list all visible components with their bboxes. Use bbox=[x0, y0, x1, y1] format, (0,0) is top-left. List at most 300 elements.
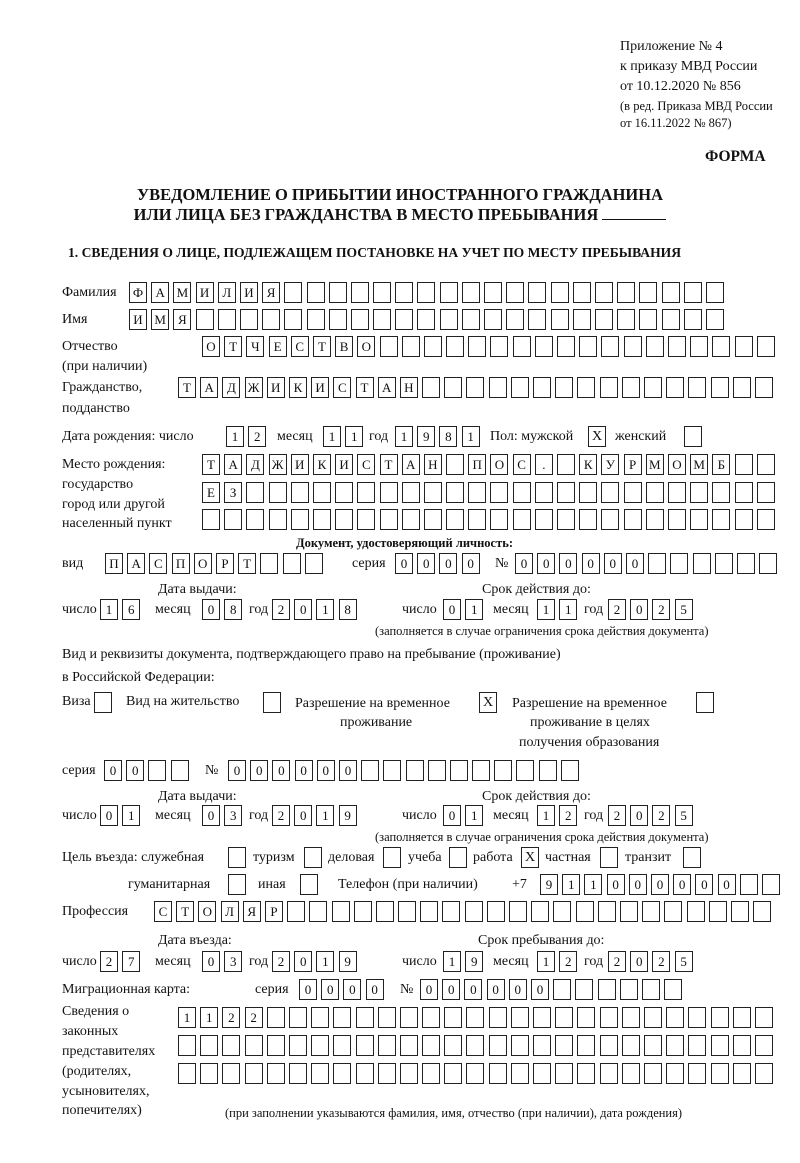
char-cell[interactable] bbox=[424, 509, 442, 530]
char-cell[interactable] bbox=[511, 1063, 529, 1084]
char-cell[interactable]: М bbox=[646, 454, 664, 475]
char-cell[interactable]: 1 bbox=[584, 874, 602, 895]
char-cell[interactable] bbox=[759, 553, 777, 574]
char-cell[interactable] bbox=[200, 1035, 218, 1056]
char-cell[interactable]: 1 bbox=[443, 951, 461, 972]
char-cell[interactable]: 1 bbox=[537, 951, 555, 972]
char-cell[interactable]: 0 bbox=[104, 760, 122, 781]
char-cell[interactable] bbox=[378, 1007, 396, 1028]
char-cell[interactable] bbox=[373, 282, 391, 303]
char-cell[interactable] bbox=[644, 1035, 662, 1056]
char-cell[interactable] bbox=[490, 336, 508, 357]
char-cell[interactable]: 8 bbox=[439, 426, 457, 447]
char-cell[interactable] bbox=[309, 901, 327, 922]
char-cell[interactable]: 3 bbox=[224, 951, 242, 972]
char-cell[interactable] bbox=[622, 377, 640, 398]
char-cell[interactable] bbox=[289, 1063, 307, 1084]
char-cell[interactable] bbox=[420, 901, 438, 922]
char-cell[interactable]: 0 bbox=[202, 951, 220, 972]
char-cell[interactable] bbox=[329, 309, 347, 330]
char-cell[interactable] bbox=[356, 1007, 374, 1028]
char-cell[interactable]: П bbox=[172, 553, 190, 574]
char-cell[interactable] bbox=[577, 1035, 595, 1056]
char-cell[interactable]: 0 bbox=[250, 760, 268, 781]
char-cell[interactable] bbox=[284, 309, 302, 330]
visa-checkbox[interactable] bbox=[94, 692, 112, 713]
char-cell[interactable] bbox=[624, 509, 642, 530]
char-cell[interactable]: И bbox=[196, 282, 214, 303]
char-cell[interactable]: 1 bbox=[200, 1007, 218, 1028]
char-cell[interactable] bbox=[557, 482, 575, 503]
char-cell[interactable]: 1 bbox=[462, 426, 480, 447]
char-cell[interactable]: Р bbox=[624, 454, 642, 475]
char-cell[interactable]: 0 bbox=[462, 553, 480, 574]
char-cell[interactable]: Р bbox=[265, 901, 283, 922]
char-cell[interactable]: Т bbox=[356, 377, 374, 398]
char-cell[interactable]: 0 bbox=[395, 553, 413, 574]
char-cell[interactable] bbox=[424, 482, 442, 503]
char-cell[interactable]: 0 bbox=[673, 874, 691, 895]
char-cell[interactable] bbox=[148, 760, 166, 781]
char-cell[interactable] bbox=[535, 509, 553, 530]
char-cell[interactable] bbox=[307, 309, 325, 330]
char-cell[interactable]: О bbox=[194, 553, 212, 574]
char-cell[interactable] bbox=[533, 377, 551, 398]
char-cell[interactable] bbox=[468, 509, 486, 530]
char-cell[interactable]: 1 bbox=[395, 426, 413, 447]
char-cell[interactable] bbox=[466, 377, 484, 398]
char-cell[interactable] bbox=[450, 760, 468, 781]
char-cell[interactable] bbox=[733, 1063, 751, 1084]
char-cell[interactable]: С bbox=[291, 336, 309, 357]
char-cell[interactable] bbox=[639, 309, 657, 330]
char-cell[interactable]: А bbox=[224, 454, 242, 475]
char-cell[interactable]: 0 bbox=[100, 805, 118, 826]
char-cell[interactable] bbox=[690, 336, 708, 357]
char-cell[interactable]: 0 bbox=[443, 599, 461, 620]
char-cell[interactable]: Е bbox=[202, 482, 220, 503]
char-cell[interactable]: 0 bbox=[126, 760, 144, 781]
char-cell[interactable]: 2 bbox=[652, 805, 670, 826]
char-cell[interactable] bbox=[311, 1007, 329, 1028]
char-cell[interactable]: И bbox=[335, 454, 353, 475]
char-cell[interactable] bbox=[733, 1035, 751, 1056]
char-cell[interactable] bbox=[516, 760, 534, 781]
char-cell[interactable]: Ф bbox=[129, 282, 147, 303]
char-cell[interactable]: 0 bbox=[228, 760, 246, 781]
char-cell[interactable]: 0 bbox=[604, 553, 622, 574]
char-cell[interactable] bbox=[465, 901, 483, 922]
char-cell[interactable]: 1 bbox=[562, 874, 580, 895]
char-cell[interactable]: К bbox=[289, 377, 307, 398]
char-cell[interactable]: 0 bbox=[417, 553, 435, 574]
char-cell[interactable]: 0 bbox=[317, 760, 335, 781]
char-cell[interactable] bbox=[291, 482, 309, 503]
purpose-humanitarian-checkbox[interactable] bbox=[228, 874, 246, 895]
char-cell[interactable] bbox=[617, 282, 635, 303]
char-cell[interactable]: 0 bbox=[531, 979, 549, 1000]
char-cell[interactable] bbox=[557, 509, 575, 530]
char-cell[interactable] bbox=[494, 760, 512, 781]
char-cell[interactable] bbox=[598, 901, 616, 922]
char-cell[interactable] bbox=[400, 1035, 418, 1056]
char-cell[interactable]: Ч bbox=[246, 336, 264, 357]
char-cell[interactable]: 2 bbox=[272, 951, 290, 972]
char-cell[interactable] bbox=[395, 282, 413, 303]
char-cell[interactable] bbox=[555, 1035, 573, 1056]
char-cell[interactable] bbox=[553, 901, 571, 922]
char-cell[interactable] bbox=[579, 509, 597, 530]
char-cell[interactable] bbox=[666, 1063, 684, 1084]
char-cell[interactable]: Я bbox=[262, 282, 280, 303]
char-cell[interactable] bbox=[688, 1035, 706, 1056]
char-cell[interactable] bbox=[624, 482, 642, 503]
char-cell[interactable]: 0 bbox=[294, 805, 312, 826]
char-cell[interactable] bbox=[533, 1007, 551, 1028]
char-cell[interactable] bbox=[577, 1063, 595, 1084]
char-cell[interactable] bbox=[484, 309, 502, 330]
char-cell[interactable] bbox=[446, 454, 464, 475]
char-cell[interactable]: 3 bbox=[224, 805, 242, 826]
char-cell[interactable] bbox=[513, 482, 531, 503]
char-cell[interactable] bbox=[668, 509, 686, 530]
char-cell[interactable]: 1 bbox=[465, 599, 483, 620]
char-cell[interactable] bbox=[490, 509, 508, 530]
char-cell[interactable] bbox=[378, 1035, 396, 1056]
char-cell[interactable] bbox=[462, 309, 480, 330]
char-cell[interactable] bbox=[428, 760, 446, 781]
char-cell[interactable] bbox=[622, 1063, 640, 1084]
char-cell[interactable] bbox=[489, 1035, 507, 1056]
char-cell[interactable] bbox=[357, 482, 375, 503]
char-cell[interactable] bbox=[284, 282, 302, 303]
char-cell[interactable] bbox=[528, 309, 546, 330]
char-cell[interactable]: А bbox=[200, 377, 218, 398]
stay-place-blank[interactable] bbox=[602, 205, 666, 220]
char-cell[interactable]: 2 bbox=[222, 1007, 240, 1028]
char-cell[interactable]: 0 bbox=[651, 874, 669, 895]
char-cell[interactable] bbox=[402, 482, 420, 503]
char-cell[interactable]: 1 bbox=[100, 599, 118, 620]
char-cell[interactable]: 0 bbox=[718, 874, 736, 895]
char-cell[interactable]: И bbox=[311, 377, 329, 398]
char-cell[interactable] bbox=[577, 1007, 595, 1028]
char-cell[interactable]: 0 bbox=[202, 599, 220, 620]
char-cell[interactable]: 1 bbox=[316, 951, 334, 972]
char-cell[interactable] bbox=[595, 282, 613, 303]
char-cell[interactable] bbox=[666, 1035, 684, 1056]
char-cell[interactable] bbox=[490, 482, 508, 503]
char-cell[interactable]: 0 bbox=[321, 979, 339, 1000]
char-cell[interactable]: 0 bbox=[515, 553, 533, 574]
char-cell[interactable]: Т bbox=[178, 377, 196, 398]
char-cell[interactable]: Н bbox=[400, 377, 418, 398]
char-cell[interactable] bbox=[711, 1035, 729, 1056]
char-cell[interactable] bbox=[579, 482, 597, 503]
purpose-work-checkbox[interactable]: X bbox=[521, 847, 539, 868]
char-cell[interactable]: 0 bbox=[629, 874, 647, 895]
char-cell[interactable] bbox=[531, 901, 549, 922]
char-cell[interactable] bbox=[240, 309, 258, 330]
char-cell[interactable]: У bbox=[601, 454, 619, 475]
char-cell[interactable]: 0 bbox=[559, 553, 577, 574]
char-cell[interactable] bbox=[356, 1063, 374, 1084]
char-cell[interactable]: Ж bbox=[245, 377, 263, 398]
char-cell[interactable] bbox=[555, 1063, 573, 1084]
char-cell[interactable]: 0 bbox=[439, 553, 457, 574]
char-cell[interactable] bbox=[731, 901, 749, 922]
char-cell[interactable]: 0 bbox=[695, 874, 713, 895]
char-cell[interactable]: П bbox=[468, 454, 486, 475]
char-cell[interactable]: К bbox=[313, 454, 331, 475]
char-cell[interactable] bbox=[311, 1063, 329, 1084]
char-cell[interactable] bbox=[222, 1035, 240, 1056]
char-cell[interactable] bbox=[444, 1007, 462, 1028]
char-cell[interactable]: Т bbox=[176, 901, 194, 922]
purpose-official-checkbox[interactable] bbox=[228, 847, 246, 868]
char-cell[interactable] bbox=[361, 760, 379, 781]
char-cell[interactable]: 2 bbox=[608, 599, 626, 620]
char-cell[interactable] bbox=[575, 979, 593, 1000]
char-cell[interactable] bbox=[289, 1007, 307, 1028]
char-cell[interactable] bbox=[617, 309, 635, 330]
char-cell[interactable] bbox=[357, 509, 375, 530]
char-cell[interactable] bbox=[668, 336, 686, 357]
char-cell[interactable] bbox=[444, 377, 462, 398]
char-cell[interactable]: 0 bbox=[272, 760, 290, 781]
char-cell[interactable] bbox=[417, 282, 435, 303]
char-cell[interactable] bbox=[246, 509, 264, 530]
char-cell[interactable]: О bbox=[198, 901, 216, 922]
char-cell[interactable] bbox=[555, 377, 573, 398]
char-cell[interactable]: 9 bbox=[465, 951, 483, 972]
char-cell[interactable] bbox=[664, 979, 682, 1000]
char-cell[interactable] bbox=[422, 1035, 440, 1056]
char-cell[interactable]: Е bbox=[269, 336, 287, 357]
char-cell[interactable] bbox=[642, 901, 660, 922]
char-cell[interactable]: 0 bbox=[295, 760, 313, 781]
char-cell[interactable] bbox=[289, 1035, 307, 1056]
char-cell[interactable] bbox=[511, 377, 529, 398]
char-cell[interactable] bbox=[333, 1063, 351, 1084]
char-cell[interactable]: 5 bbox=[675, 951, 693, 972]
char-cell[interactable] bbox=[693, 553, 711, 574]
char-cell[interactable]: О bbox=[490, 454, 508, 475]
char-cell[interactable]: 2 bbox=[100, 951, 118, 972]
char-cell[interactable] bbox=[688, 377, 706, 398]
char-cell[interactable] bbox=[755, 1063, 773, 1084]
char-cell[interactable] bbox=[260, 553, 278, 574]
char-cell[interactable] bbox=[468, 336, 486, 357]
char-cell[interactable] bbox=[269, 482, 287, 503]
char-cell[interactable]: 0 bbox=[343, 979, 361, 1000]
char-cell[interactable] bbox=[267, 1063, 285, 1084]
char-cell[interactable] bbox=[383, 760, 401, 781]
char-cell[interactable] bbox=[644, 377, 662, 398]
char-cell[interactable] bbox=[601, 336, 619, 357]
char-cell[interactable] bbox=[287, 901, 305, 922]
char-cell[interactable]: М bbox=[151, 309, 169, 330]
char-cell[interactable] bbox=[311, 1035, 329, 1056]
char-cell[interactable]: 1 bbox=[316, 805, 334, 826]
char-cell[interactable] bbox=[283, 553, 301, 574]
char-cell[interactable]: Ж bbox=[269, 454, 287, 475]
char-cell[interactable] bbox=[178, 1063, 196, 1084]
char-cell[interactable]: Т bbox=[238, 553, 256, 574]
char-cell[interactable] bbox=[246, 482, 264, 503]
char-cell[interactable]: Л bbox=[218, 282, 236, 303]
char-cell[interactable] bbox=[711, 1007, 729, 1028]
char-cell[interactable] bbox=[506, 282, 524, 303]
char-cell[interactable] bbox=[511, 1035, 529, 1056]
char-cell[interactable]: С bbox=[357, 454, 375, 475]
char-cell[interactable] bbox=[644, 1007, 662, 1028]
char-cell[interactable]: Б bbox=[712, 454, 730, 475]
char-cell[interactable] bbox=[595, 309, 613, 330]
char-cell[interactable] bbox=[462, 282, 480, 303]
char-cell[interactable] bbox=[762, 874, 780, 895]
char-cell[interactable] bbox=[706, 282, 724, 303]
char-cell[interactable] bbox=[579, 336, 597, 357]
sex-male-checkbox[interactable]: X bbox=[588, 426, 606, 447]
char-cell[interactable]: 1 bbox=[559, 599, 577, 620]
char-cell[interactable] bbox=[513, 336, 531, 357]
char-cell[interactable]: 1 bbox=[537, 805, 555, 826]
char-cell[interactable]: 9 bbox=[339, 951, 357, 972]
char-cell[interactable] bbox=[757, 482, 775, 503]
char-cell[interactable]: 0 bbox=[537, 553, 555, 574]
char-cell[interactable] bbox=[577, 377, 595, 398]
char-cell[interactable] bbox=[639, 282, 657, 303]
char-cell[interactable]: 1 bbox=[465, 805, 483, 826]
char-cell[interactable] bbox=[620, 901, 638, 922]
char-cell[interactable]: О bbox=[668, 454, 686, 475]
char-cell[interactable] bbox=[171, 760, 189, 781]
char-cell[interactable] bbox=[335, 482, 353, 503]
char-cell[interactable]: 0 bbox=[630, 805, 648, 826]
char-cell[interactable]: С bbox=[513, 454, 531, 475]
char-cell[interactable]: 0 bbox=[202, 805, 220, 826]
char-cell[interactable] bbox=[551, 282, 569, 303]
purpose-private-checkbox[interactable] bbox=[600, 847, 618, 868]
char-cell[interactable] bbox=[422, 1063, 440, 1084]
char-cell[interactable]: 1 bbox=[345, 426, 363, 447]
char-cell[interactable]: Д bbox=[222, 377, 240, 398]
char-cell[interactable] bbox=[380, 336, 398, 357]
char-cell[interactable]: И bbox=[129, 309, 147, 330]
char-cell[interactable] bbox=[196, 309, 214, 330]
char-cell[interactable] bbox=[354, 901, 372, 922]
char-cell[interactable] bbox=[755, 1035, 773, 1056]
char-cell[interactable] bbox=[551, 309, 569, 330]
char-cell[interactable]: 2 bbox=[272, 599, 290, 620]
char-cell[interactable] bbox=[666, 1007, 684, 1028]
char-cell[interactable]: 0 bbox=[607, 874, 625, 895]
char-cell[interactable] bbox=[755, 1007, 773, 1028]
char-cell[interactable] bbox=[440, 282, 458, 303]
purpose-other-checkbox[interactable] bbox=[300, 874, 318, 895]
char-cell[interactable]: 1 bbox=[316, 599, 334, 620]
char-cell[interactable]: 0 bbox=[366, 979, 384, 1000]
char-cell[interactable]: Н bbox=[424, 454, 442, 475]
char-cell[interactable] bbox=[712, 482, 730, 503]
char-cell[interactable] bbox=[620, 979, 638, 1000]
char-cell[interactable]: Я bbox=[243, 901, 261, 922]
char-cell[interactable] bbox=[332, 901, 350, 922]
char-cell[interactable]: М bbox=[173, 282, 191, 303]
char-cell[interactable]: 2 bbox=[248, 426, 266, 447]
char-cell[interactable] bbox=[489, 1007, 507, 1028]
char-cell[interactable] bbox=[417, 309, 435, 330]
char-cell[interactable] bbox=[466, 1063, 484, 1084]
char-cell[interactable]: . bbox=[535, 454, 553, 475]
char-cell[interactable]: 1 bbox=[323, 426, 341, 447]
char-cell[interactable] bbox=[380, 482, 398, 503]
char-cell[interactable]: Л bbox=[221, 901, 239, 922]
char-cell[interactable]: 5 bbox=[675, 805, 693, 826]
char-cell[interactable] bbox=[648, 553, 666, 574]
char-cell[interactable] bbox=[576, 901, 594, 922]
char-cell[interactable]: В bbox=[335, 336, 353, 357]
char-cell[interactable]: 2 bbox=[652, 951, 670, 972]
char-cell[interactable] bbox=[573, 309, 591, 330]
char-cell[interactable] bbox=[535, 482, 553, 503]
char-cell[interactable]: 1 bbox=[122, 805, 140, 826]
char-cell[interactable]: 2 bbox=[559, 951, 577, 972]
char-cell[interactable]: И bbox=[291, 454, 309, 475]
char-cell[interactable]: 0 bbox=[487, 979, 505, 1000]
char-cell[interactable] bbox=[333, 1007, 351, 1028]
char-cell[interactable]: 2 bbox=[608, 951, 626, 972]
char-cell[interactable] bbox=[533, 1063, 551, 1084]
char-cell[interactable] bbox=[200, 1063, 218, 1084]
char-cell[interactable] bbox=[489, 377, 507, 398]
char-cell[interactable]: 0 bbox=[442, 979, 460, 1000]
char-cell[interactable] bbox=[484, 282, 502, 303]
char-cell[interactable] bbox=[664, 901, 682, 922]
char-cell[interactable] bbox=[706, 309, 724, 330]
char-cell[interactable]: 0 bbox=[294, 951, 312, 972]
char-cell[interactable] bbox=[406, 760, 424, 781]
char-cell[interactable] bbox=[624, 336, 642, 357]
char-cell[interactable] bbox=[351, 309, 369, 330]
char-cell[interactable] bbox=[506, 309, 524, 330]
purpose-tourism-checkbox[interactable] bbox=[304, 847, 322, 868]
char-cell[interactable] bbox=[489, 1063, 507, 1084]
char-cell[interactable] bbox=[398, 901, 416, 922]
char-cell[interactable]: 6 bbox=[122, 599, 140, 620]
char-cell[interactable] bbox=[395, 309, 413, 330]
char-cell[interactable] bbox=[307, 282, 325, 303]
char-cell[interactable] bbox=[755, 377, 773, 398]
char-cell[interactable]: А bbox=[402, 454, 420, 475]
char-cell[interactable] bbox=[466, 1007, 484, 1028]
char-cell[interactable] bbox=[644, 1063, 662, 1084]
char-cell[interactable] bbox=[757, 336, 775, 357]
char-cell[interactable] bbox=[600, 377, 618, 398]
char-cell[interactable] bbox=[245, 1063, 263, 1084]
char-cell[interactable] bbox=[218, 309, 236, 330]
sex-female-checkbox[interactable] bbox=[684, 426, 702, 447]
char-cell[interactable]: 0 bbox=[464, 979, 482, 1000]
char-cell[interactable]: П bbox=[105, 553, 123, 574]
char-cell[interactable] bbox=[735, 336, 753, 357]
residence-checkbox[interactable] bbox=[263, 692, 281, 713]
char-cell[interactable] bbox=[402, 336, 420, 357]
char-cell[interactable] bbox=[446, 336, 464, 357]
char-cell[interactable] bbox=[351, 282, 369, 303]
char-cell[interactable] bbox=[444, 1063, 462, 1084]
